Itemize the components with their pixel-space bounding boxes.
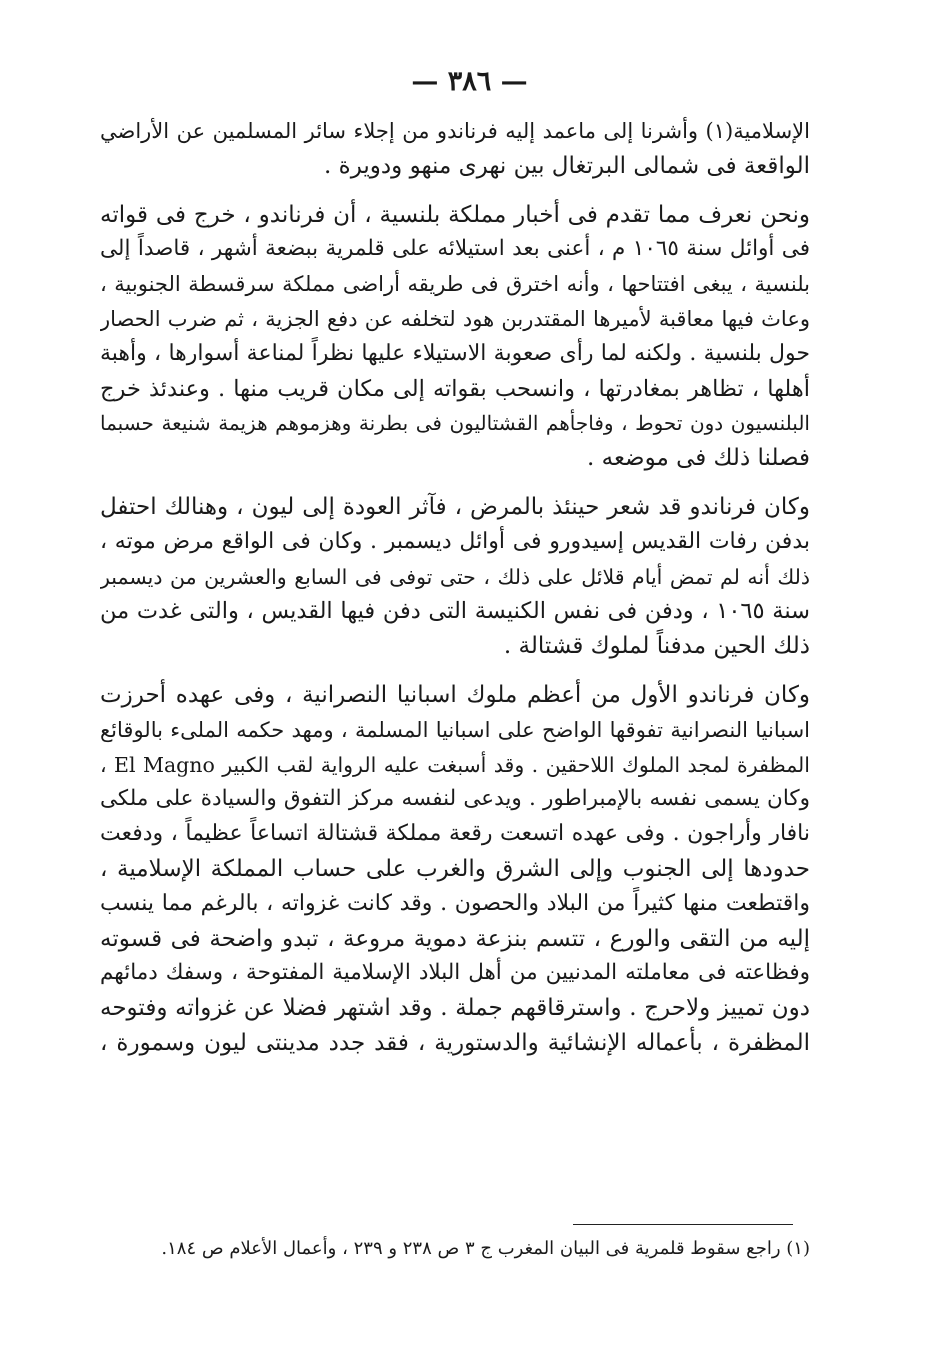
- text-line: ذلك الحين مدفناً لملوك قشتالة .: [503, 633, 810, 660]
- main-text: [100, 114, 810, 1061]
- text-line: وكان فرناندو الأول من أعظم ملوك اسبانيا النصرانية ، وفى عهده أحرزت: [100, 681, 810, 708]
- paragraph: [100, 114, 810, 184]
- paragraph: [100, 198, 810, 476]
- text-line: بدفن رفات القديس إسيدورو فى أوائل ديسمبر . وكان فى الواقع مرض موته ،: [100, 528, 810, 554]
- text-line: فى أوائل سنة ١٠٦٥ م ، أعنى بعد استيلائه على قلمرية ببضعة أشهر ، قاصداً إلى: [100, 236, 810, 262]
- text-line: وعاث فيها معاقبة لأميرها المقتدربن هود لتخلفه عن دفع الجزية ، ثم ضرب الحصار: [100, 306, 810, 331]
- text-line: نافار وأراجون . وفى عهده اتسعت رقعة مملكة قشتالة اتساعاً عظيماً ، ودفعت: [100, 821, 810, 847]
- text-line: أهلها ، تظاهر بمغادرتها ، وانسحب بقواته إلى مكان قريب منها . وعندئذ خرج: [100, 375, 810, 402]
- text-line: وفظاعته فى معاملته المدنيين من أهل البلاد الإسلامية المفتوحة ، وسفك دمائهم: [100, 960, 810, 986]
- text-line: ونحن نعرف مما تقدم فى أخبار مملكة بلنسية ، أن فرناندو ، خرج فى قواته: [100, 201, 810, 228]
- footnote: (١) راجع سقوط قلمرية فى البيان المغرب ج ٣ ص ٢٣٨ و ٢٣٩ ، وأعمال الأعلام ص ١٨٤.: [161, 1238, 810, 1259]
- text-line: فصلنا ذلك فى موضعه .: [586, 445, 810, 472]
- text-line: سنة ١٠٦٥ ، ودفن فى نفس الكنيسة التى دفن فيها القديس ، والتى غدت من: [100, 598, 810, 625]
- paragraph: [100, 490, 810, 664]
- text-line: حول بلنسية . ولكنه لما رأى صعوبة الاستيلاء عليها نظراً لمناعة أسوارها ، وأهبة: [100, 340, 810, 366]
- text-line: الإسلامية(١) وأشرنا إلى ماعمد إليه فرناندو من إجلاء سائر المسلمين عن الأراضي: [100, 119, 810, 143]
- text-line: وكان فرناندو قد شعر حينئذ بالمرض ، فآثر العودة إلى ليون ، وهنالك احتفل: [100, 493, 810, 520]
- text-line: الواقعة فى شمالى البرتغال بين نهرى منهو ودويرة .: [324, 152, 810, 179]
- text-line: اسبانيا النصرانية تفوقها الواضح على اسبانيا المسلمة ، ومهد حكمه الملىء بالوقائع: [100, 717, 810, 742]
- text-line: واقتطعت منها كثيراً من البلاد والحصون . وقد كانت غزواته ، بالرغم مما ينسب: [100, 890, 810, 916]
- paragraph: [100, 678, 810, 1061]
- footnote-separator: [573, 1224, 793, 1225]
- text-line: البلنسيون دون تحوط ، وفاجأهم القشتاليون فى بطرنة وهزموهم هزيمة شنيعة حسبما: [100, 411, 810, 436]
- text-line: دون تمييز ولاحرج . واسترقاقهم جملة . وقد اشتهر فضلا عن غزواته وفتوحه: [100, 995, 810, 1022]
- text-line: إليه من التقى والورع ، تتسم بنزعة دموية مروعة ، تبدو واضحة فى قسوته: [100, 925, 810, 952]
- text-line: المظفرة ، بأعماله الإنشائية والدستورية ، فقد جدد مدينتى ليون وسمورة ،: [100, 1029, 810, 1056]
- text-line: ذلك أنه لم تمض أيام قلائل على ذلك ، حتى توفى فى السابع والعشرين من ديسمبر: [100, 564, 810, 589]
- page-number: — ٣٨٦ —: [411, 66, 528, 97]
- text-line: حدودها إلى الجنوب وإلى الشرق والغرب على حساب المملكة الإسلامية ،: [100, 855, 810, 882]
- text-line: المظفرة لمجد الملوك اللاحقين . وقد أسبغت عليه الرواية لقب الكبير El Magno ،: [100, 752, 810, 777]
- text-line: بلنسية ، يبغى افتتاحها ، وأنه اخترق فى طريقه أراضى مملكة سرقسطة الجنوبية ،: [100, 272, 810, 297]
- text-line: وكان يسمى نفسه بالإمبراطور . ويدعى لنفسه مركز التفوق والسيادة على ملكى: [100, 786, 810, 812]
